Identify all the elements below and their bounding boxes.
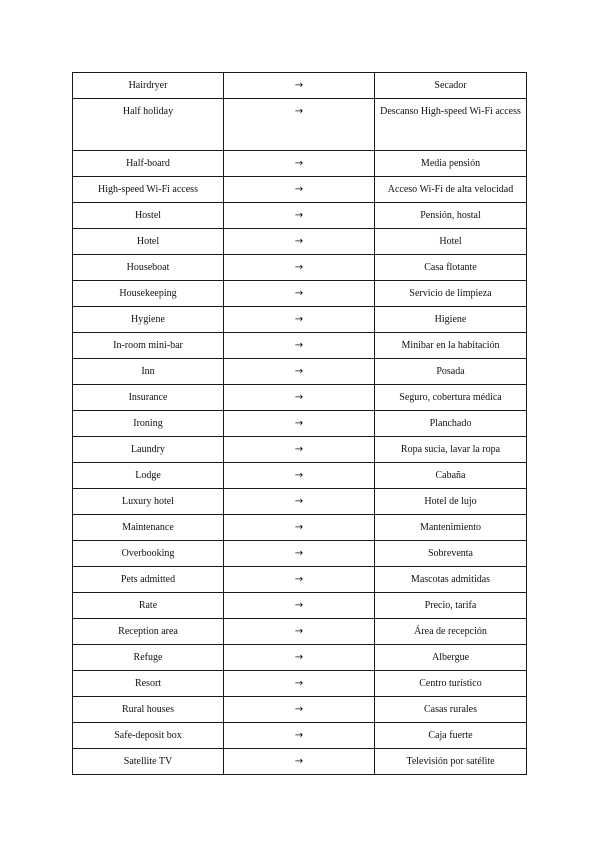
spanish-translation-cell: Mascotas admitidas [375, 567, 527, 593]
arrow-right-icon: → [224, 151, 375, 177]
arrow-right-icon: → [224, 99, 375, 151]
arrow-right-icon: → [224, 619, 375, 645]
spanish-translation-cell: Casas rurales [375, 697, 527, 723]
table-row [73, 411, 527, 437]
english-term-cell: Hotel [73, 229, 224, 255]
arrow-right-icon: → [224, 671, 375, 697]
spanish-translation-cell: Área de recepción [375, 619, 527, 645]
arrow-right-icon: → [224, 463, 375, 489]
english-term-cell: Pets admitted [73, 567, 224, 593]
arrow-right-icon: → [224, 307, 375, 333]
table-row [73, 645, 527, 671]
table-row [73, 671, 527, 697]
table-row [73, 385, 527, 411]
english-term-cell: Rate [73, 593, 224, 619]
arrow-right-icon: → [224, 385, 375, 411]
spanish-translation-cell: Descanso High-speed Wi-Fi access [375, 99, 527, 151]
english-term-cell: Insurance [73, 385, 224, 411]
spanish-translation-cell: Sobreventa [375, 541, 527, 567]
spanish-translation-cell: Posada [375, 359, 527, 385]
spanish-translation-cell: Acceso Wi-Fi de alta velocidad [375, 177, 527, 203]
table-row [73, 541, 527, 567]
spanish-translation-cell: Minibar en la habitación [375, 333, 527, 359]
table-row [73, 437, 527, 463]
table-row [73, 229, 527, 255]
table-row [73, 749, 527, 775]
arrow-right-icon: → [224, 593, 375, 619]
table-row [73, 697, 527, 723]
table-row [73, 255, 527, 281]
table-row [73, 593, 527, 619]
english-term-cell: Refuge [73, 645, 224, 671]
table-row [73, 177, 527, 203]
english-term-cell: Satellite TV [73, 749, 224, 775]
english-term-cell: Half-board [73, 151, 224, 177]
arrow-right-icon: → [224, 411, 375, 437]
english-term-cell: Half holiday [73, 99, 224, 151]
table-row [73, 151, 527, 177]
spanish-translation-cell: Precio, tarifa [375, 593, 527, 619]
arrow-right-icon: → [224, 749, 375, 775]
english-term-cell: Hairdryer [73, 73, 224, 99]
english-term-cell: In-room mini-bar [73, 333, 224, 359]
english-term-cell: High-speed Wi-Fi access [73, 177, 224, 203]
table-row [73, 723, 527, 749]
spanish-translation-cell: Higiene [375, 307, 527, 333]
english-term-cell: Maintenance [73, 515, 224, 541]
spanish-translation-cell: Cabaña [375, 463, 527, 489]
english-term-cell: Safe-deposit box [73, 723, 224, 749]
arrow-right-icon: → [224, 255, 375, 281]
arrow-right-icon: → [224, 645, 375, 671]
spanish-translation-cell: Ropa sucia, lavar la ropa [375, 437, 527, 463]
english-term-cell: Ironing [73, 411, 224, 437]
table-row [73, 359, 527, 385]
arrow-right-icon: → [224, 515, 375, 541]
spanish-translation-cell: Hotel [375, 229, 527, 255]
spanish-translation-cell: Televisión por satélite [375, 749, 527, 775]
english-term-cell: Lodge [73, 463, 224, 489]
table-row [73, 333, 527, 359]
english-term-cell: Houseboat [73, 255, 224, 281]
spanish-translation-cell: Servicio de limpieza [375, 281, 527, 307]
english-term-cell: Rural houses [73, 697, 224, 723]
english-term-cell: Luxury hotel [73, 489, 224, 515]
table-row [73, 463, 527, 489]
arrow-right-icon: → [224, 281, 375, 307]
arrow-right-icon: → [224, 229, 375, 255]
spanish-translation-cell: Mantenimiento [375, 515, 527, 541]
table-row [73, 73, 527, 99]
glossary-table-body [73, 73, 527, 775]
arrow-right-icon: → [224, 333, 375, 359]
arrow-right-icon: → [224, 541, 375, 567]
table-row [73, 281, 527, 307]
table-row [73, 203, 527, 229]
arrow-right-icon: → [224, 723, 375, 749]
arrow-right-icon: → [224, 177, 375, 203]
arrow-right-icon: → [224, 203, 375, 229]
spanish-translation-cell: Pensión, hostal [375, 203, 527, 229]
arrow-right-icon: → [224, 437, 375, 463]
arrow-right-icon: → [224, 73, 375, 99]
arrow-right-icon: → [224, 359, 375, 385]
english-term-cell: Housekeeping [73, 281, 224, 307]
arrow-right-icon: → [224, 567, 375, 593]
spanish-translation-cell: Secador [375, 73, 527, 99]
english-term-cell: Resort [73, 671, 224, 697]
english-term-cell: Hostel [73, 203, 224, 229]
spanish-translation-cell: Centro turístico [375, 671, 527, 697]
english-term-cell: Laundry [73, 437, 224, 463]
spanish-translation-cell: Casa flotante [375, 255, 527, 281]
arrow-right-icon: → [224, 489, 375, 515]
table-row [73, 307, 527, 333]
table-row [73, 99, 527, 151]
table-row [73, 567, 527, 593]
spanish-translation-cell: Planchado [375, 411, 527, 437]
spanish-translation-cell: Albergue [375, 645, 527, 671]
spanish-translation-cell: Caja fuerte [375, 723, 527, 749]
table-row [73, 515, 527, 541]
glossary-table [72, 72, 527, 775]
spanish-translation-cell: Hotel de lujo [375, 489, 527, 515]
table-row [73, 619, 527, 645]
spanish-translation-cell: Seguro, cobertura médica [375, 385, 527, 411]
english-term-cell: Hygiene [73, 307, 224, 333]
arrow-right-icon: → [224, 697, 375, 723]
table-row [73, 489, 527, 515]
english-term-cell: Inn [73, 359, 224, 385]
english-term-cell: Overbooking [73, 541, 224, 567]
english-term-cell: Reception area [73, 619, 224, 645]
spanish-translation-cell: Media pensión [375, 151, 527, 177]
